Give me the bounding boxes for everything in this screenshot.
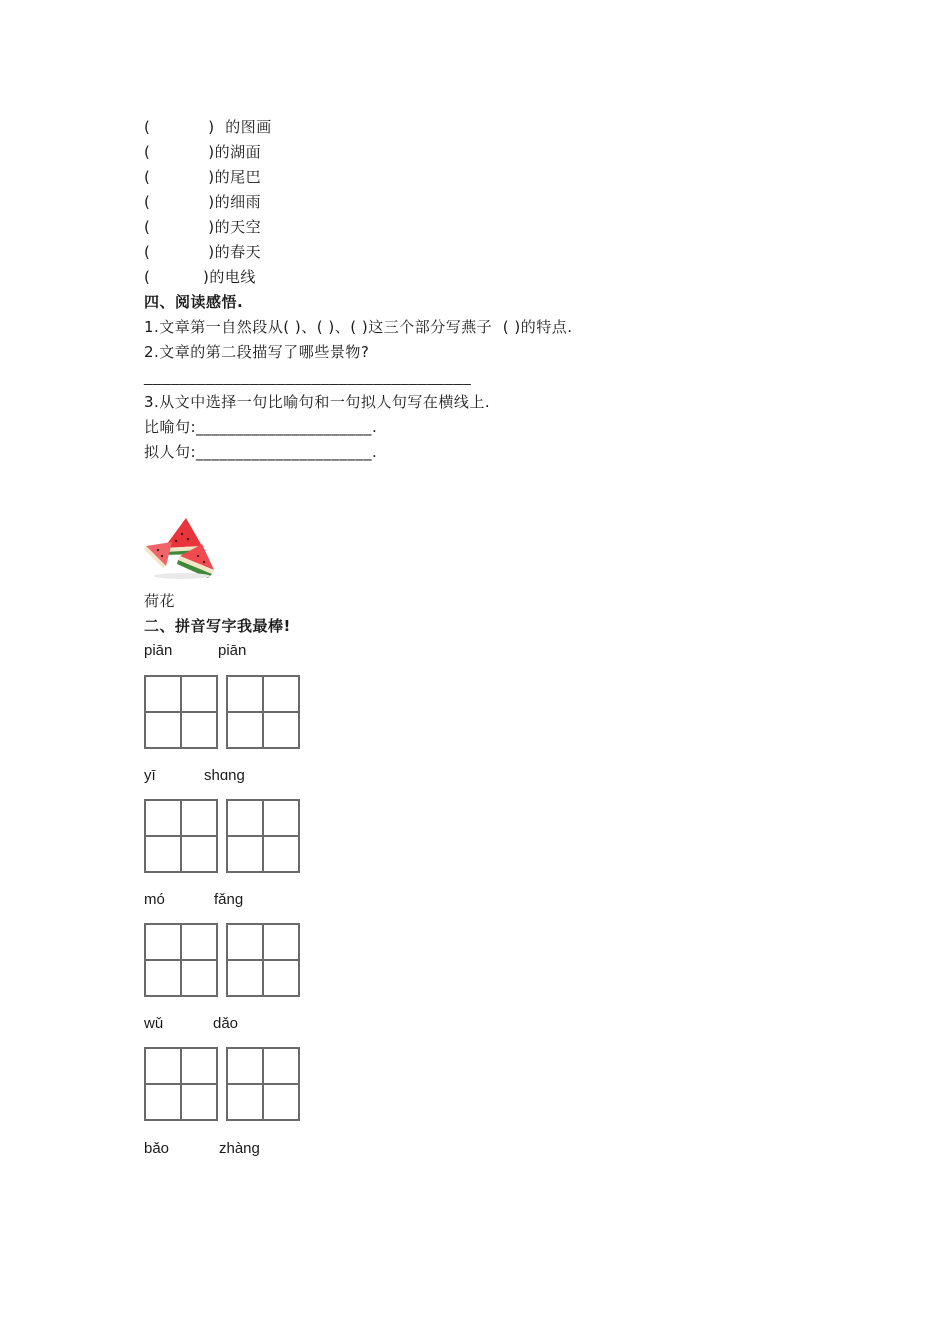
phrase-line: ( )的湖面 [144,143,262,161]
pinyin-row [144,890,444,910]
phrase-line: ( )的电线 [144,268,256,286]
answer-blank: _____________________________________ [144,369,472,386]
tian-grid-box[interactable] [144,1047,218,1121]
phrase-line: ( )的春天 [144,243,262,261]
writing-grid-row [144,675,304,747]
writing-grid-row [144,799,304,871]
section-2-heading: 二、拼音写字我最棒! [144,617,291,635]
lesson-title: 荷花 [144,592,176,610]
phrase-line: ( )的细雨 [144,193,262,211]
watermelon-image [142,512,222,580]
question-1: 1.文章第一自然段从( )、( )、( )这三个部分写燕子 ( )的特点. [144,318,573,336]
phrase-line: ( ) 的图画 [144,118,272,136]
writing-grid-row [144,1047,304,1119]
tian-grid-box[interactable] [226,675,300,749]
tian-grid-box[interactable] [144,799,218,873]
tian-grid-box[interactable] [226,1047,300,1121]
pinyin-text: yī [144,767,156,784]
phrase-line: ( )的尾巴 [144,168,262,186]
tian-grid-box[interactable] [144,923,218,997]
personification-line: 拟人句:______________________. [144,443,378,461]
pinyin-text: mó [144,891,165,908]
pinyin-text: shɑng [204,767,245,784]
section-4-heading: 四、阅读感悟. [144,293,244,311]
writing-grid-row [144,923,304,995]
tian-grid-box[interactable] [226,923,300,997]
pinyin-row [144,1139,444,1159]
question-2: 2.文章的第二段描写了哪些景物? [144,343,370,361]
pinyin-text: fǎng [214,891,244,908]
simile-line: 比喻句:______________________. [144,418,378,436]
pinyin-row [144,641,444,661]
pinyin-row [144,1014,444,1034]
pinyin-text: wǔ [144,1015,164,1032]
pinyin-row [144,766,444,786]
tian-grid-box[interactable] [144,675,218,749]
pinyin-text: piān [218,642,247,659]
pinyin-text: zhàng [219,1140,260,1157]
phrase-line: ( )的天空 [144,218,262,236]
tian-grid-box[interactable] [226,799,300,873]
pinyin-text: dǎo [213,1015,239,1032]
pinyin-text: piān [144,642,173,659]
pinyin-text: bǎo [144,1140,170,1157]
question-3: 3.从文中选择一句比喻句和一句拟人句写在横线上. [144,393,491,411]
